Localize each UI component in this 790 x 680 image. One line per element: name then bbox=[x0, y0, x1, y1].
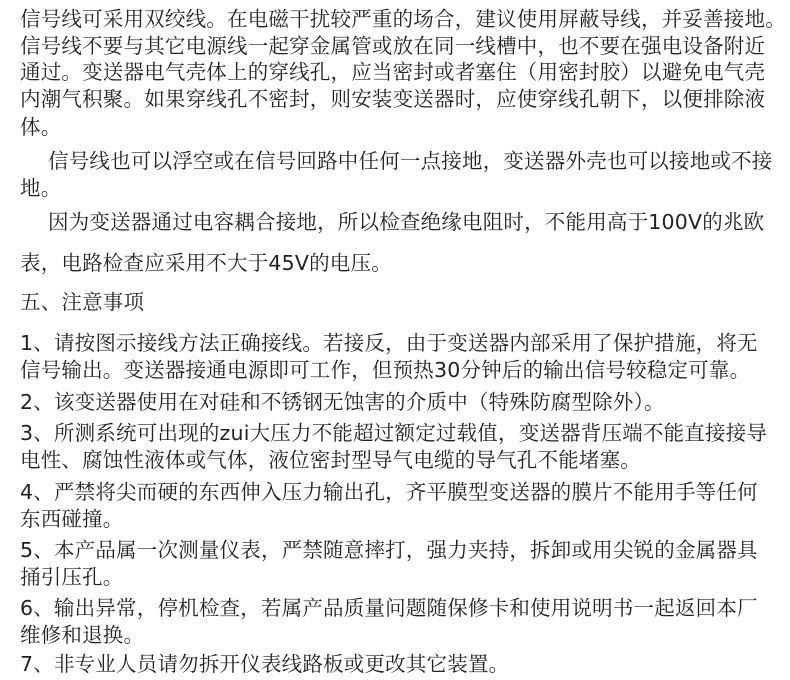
note-7-line-1: 7、非专业人员请勿拆开仪表线路板或更改其它装置。 bbox=[20, 652, 510, 676]
intro-p1-line-2: 信号线不要与其它电源线一起穿金属管或放在同一线槽中，也不要在强电设备附近 bbox=[20, 34, 766, 58]
note-4-line-1: 4、严禁将尖而硬的东西伸入压力输出孔，齐平膜型变送器的膜片不能用手等任何 bbox=[20, 480, 758, 504]
note-4-line-2: 东西碰撞。 bbox=[20, 507, 124, 531]
intro-p1-line-4: 内潮气积聚。如果穿线孔不密封，则安装变送器时，应使穿线孔朝下，以便排除液 bbox=[20, 87, 766, 111]
intro-p1-line-1: 信号线可采用双绞线。在电磁干扰较严重的场合，建议使用屏蔽导线，并妥善接地。 bbox=[20, 7, 786, 31]
note-1-line-2: 信号输出。变送器接通电源即可工作，但预热30分钟后的输出信号较稳定可靠。 bbox=[20, 358, 751, 382]
note-3-line-2: 电性、腐蚀性液体或气体，液位密封型导气电缆的导气孔不能堵塞。 bbox=[20, 448, 641, 472]
note-1-line-1: 1、请按图示接线方法正确接线。若接反，由于变送器内部采用了保护措施，将无 bbox=[20, 331, 758, 355]
intro-p1-line-3: 通过。变送器电气壳体上的穿线孔，应当密封或者塞住（用密封胶）以避免电气壳 bbox=[20, 60, 766, 84]
note-2-line-1: 2、该变送器使用在对硅和不锈钢无蚀害的介质中（特殊防腐型除外）。 bbox=[20, 390, 665, 414]
note-3-line-1: 3、所测系统可出现的zui大压力不能超过额定过载值，变送器背压端不能直接接导 bbox=[20, 421, 768, 445]
intro-p2-line-1: 信号线也可以浮空或在信号回路中任何一点接地，变送器外壳也可以接地或不接 bbox=[48, 149, 773, 173]
note-6-line-2: 维修和退换。 bbox=[20, 623, 145, 647]
intro-p3-line-2: 表，电路检查应采用不大于45V的电压。 bbox=[20, 251, 392, 275]
section-title: 五、注意事项 bbox=[20, 290, 145, 314]
intro-p1-line-5: 体。 bbox=[20, 115, 62, 139]
note-5-line-2: 捅引压孔。 bbox=[20, 565, 124, 589]
intro-p3-line-1: 因为变送器通过电容耦合接地，所以检查绝缘电阻时，不能用高于100V的兆欧 bbox=[48, 210, 765, 234]
intro-p2-line-2: 地。 bbox=[20, 176, 62, 200]
note-5-line-1: 5、本产品属一次测量仪表，严禁随意摔打，强力夹持，拆卸或用尖锐的金属器具 bbox=[20, 538, 758, 562]
note-6-line-1: 6、输出异常，停机检查，若属产品质量问题随保修卡和使用说明书一起返回本厂 bbox=[20, 596, 758, 620]
